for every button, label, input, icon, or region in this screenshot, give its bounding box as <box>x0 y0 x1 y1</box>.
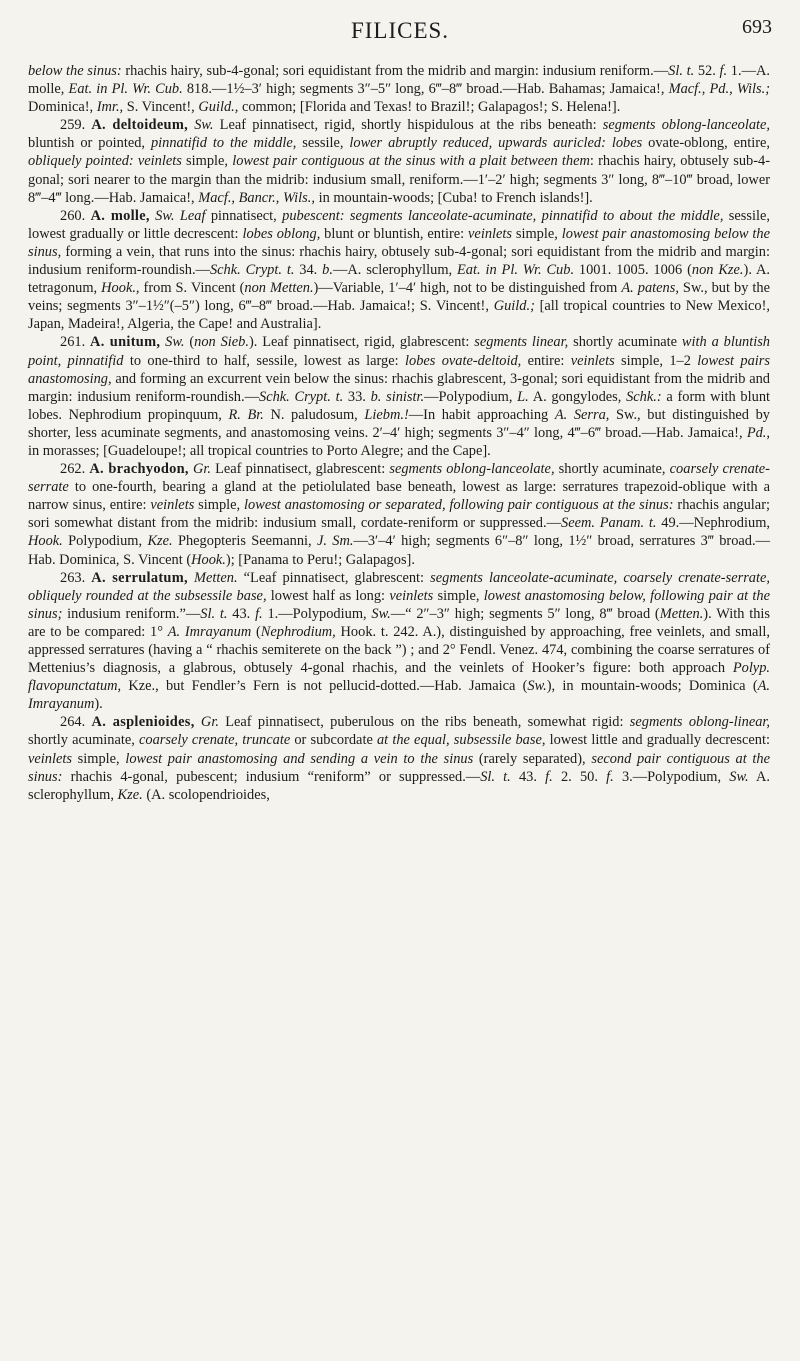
italic-run: Hook. <box>191 551 226 568</box>
italic-run: Gr. <box>192 461 211 478</box>
italic-run: veinlets <box>28 750 72 767</box>
text-run: ). With this are to be compared: 1° <box>28 605 771 640</box>
text-run: Kze., but Fendler’s Fern is not pellucid-dotted.—Hab. Jamaica ( <box>121 678 528 695</box>
text-run: Hook. t. 242. A.), distinguished by approaching, free veinlets, and small, appressed serratures (having a “ rhachis semiterete on the back ”) ; and 2° Fendl. Venez. 474, combining the coarse serratures of Mettenius’s diagnosis, a glabrous, obtusely 4-gonal rhachis, and the veinlets of Hooker’s figure: both approach <box>28 623 771 677</box>
italic-run: f. <box>545 768 553 785</box>
text-run: rhachis hairy, sub-4-gonal; sori equidistant from the midrib and margin: indusium reniform.— <box>121 63 669 79</box>
species-name: A. deltoideum, <box>91 117 189 134</box>
italic-run: Sw. <box>729 768 749 785</box>
species-name: A. brachyodon, <box>89 461 189 478</box>
italic-run: lower abruptly reduced, upwards auricled: lobes <box>349 135 643 152</box>
text-run: 818.—1½–3′ high; segments 3″–5″ long, 6‴–8‴ broad.—Hab. Bahamas; Jamaica!, <box>182 81 669 98</box>
text-run: A. sclerophyllum, <box>28 768 770 803</box>
text-run: : rhachis hairy, obtusely sub-4-gonal; sori nearer to the margin than the midrib: indusium small, reniform.—1′–2′ high; segments 3″ long, 8‴–10‴ broad, lower 8‴–4‴ long.—Hab. Jamaica!, <box>28 153 770 206</box>
text-run: simple, <box>181 153 233 170</box>
text-run: sessile, <box>296 135 350 152</box>
text-run: 259. <box>60 117 92 134</box>
italic-run: Polyp. flavopunctatum, <box>28 660 770 695</box>
text-run: Sw., but distinguished by shorter, less acuminate segments, and anastomosing veins. 2′–4′ high; segments 3″–4″ long, 4‴–6‴ broad.—Hab. Jamaica!, <box>28 406 770 441</box>
italic-run: Imr., <box>96 99 124 116</box>
italic-run: lowest pair anastomosing below the sinus, <box>28 225 770 260</box>
text-run: simple, 1–2 <box>614 352 698 369</box>
italic-run: segments oblong-lanceolate, <box>602 117 770 134</box>
text-run: 33. <box>343 388 371 405</box>
text-run: sessile, lowest gradually or little decrescent: <box>28 207 770 242</box>
text-run: ovate-oblong, entire, <box>642 135 770 152</box>
text-run: rhachis 4-gonal, pubescent; indusium “reniform” or suppressed.— <box>62 768 481 785</box>
italic-run: lowest pair anastomosing and sending a vein to the sinus <box>125 750 474 767</box>
italic-run: Eat. in Pl. Wr. Cub. <box>457 262 575 279</box>
page-number: 693 <box>742 16 772 38</box>
text-run: 262. <box>60 461 90 478</box>
text-run: in mountain-woods; [Cuba! to French islands!]. <box>314 189 593 206</box>
text-run: —3′–4′ high; segments 6″–8″ long, 1½″ broad, serratures 3‴ broad.—Hab. Dominica, S. Vincent ( <box>28 533 770 568</box>
italic-run: f. <box>255 605 263 622</box>
italic-run: segments linear, <box>474 334 569 351</box>
italic-run: lowest anastomosing below, following pair at the sinus; <box>28 587 770 622</box>
italic-run: Schk. Crypt. t. <box>209 262 295 279</box>
text-run: 43. <box>510 768 546 785</box>
text-run: or subcordate <box>290 732 377 749</box>
text-run: ); [Panama to Peru!; Galapagos]. <box>225 551 415 568</box>
italic-run: lowest pair contiguous at the sinus with a plait between them <box>232 153 590 170</box>
text-run: ( <box>184 334 195 351</box>
italic-run: veinlets <box>389 587 434 604</box>
italic-run: pinnatifid to the middle, <box>150 135 297 152</box>
text-run: ), in mountain-woods; Dominica ( <box>546 678 758 695</box>
italic-run: Pd., <box>746 424 770 441</box>
text-run: blunt or bluntish, entire: <box>320 225 469 242</box>
text-run: from S. Vincent ( <box>139 280 245 297</box>
species-name: A. unitum, <box>90 334 161 351</box>
text-run: rhachis angular; sori somewhat distant from the midrib: indusium small, cordate-reniform or suppressed.— <box>28 497 770 532</box>
text-run: 49.—Nephrodium, <box>656 515 770 532</box>
text-run: A. gongylodes, <box>528 388 627 405</box>
text-run: 260. <box>60 207 91 224</box>
text-run: —In habit approaching <box>408 406 555 423</box>
italic-run: Kze. <box>147 533 173 550</box>
text-run: Leaf pinnatisect, puberulous on the ribs beneath, somewhat rigid: <box>218 714 630 731</box>
text-run: simple, <box>71 750 126 767</box>
entry-259-deltoideum <box>28 116 770 206</box>
text-run: 34. <box>294 262 323 279</box>
text-run: and forming an excurrent vein below the sinus: rhachis glabrescent, 3-gonal; sori equidistant from the midrib and margin: indusium reniform-roundish.— <box>28 370 770 405</box>
text-run: simple, <box>194 497 245 514</box>
italic-run: Sw. <box>194 117 214 134</box>
text-run: lowest half as long: <box>266 587 390 604</box>
italic-run: A. Imrayanum <box>167 623 252 640</box>
text-run: ( <box>251 623 261 640</box>
text-run: ). A. tetragonum, <box>28 262 770 297</box>
italic-run: at the equal, subsessile base, <box>376 732 546 749</box>
italic-run: veinlets <box>570 352 615 369</box>
text-run: ). <box>94 696 103 713</box>
text-run: to one-third to half, sessile, lowest as large: <box>123 352 405 369</box>
italic-run: coarsely crenate, truncate <box>139 732 291 749</box>
italic-run: Guild., <box>198 99 239 116</box>
paragraph-continuation <box>28 62 770 116</box>
text-run: 43. <box>227 605 256 622</box>
text-run: to one-fourth, bearing a gland at the petiolulated base beneath, lowest as large: serratures trapezoid-oblique with a narrow sinus, entire: <box>28 479 770 514</box>
page-header <box>0 10 800 46</box>
italic-run: Leaf <box>179 207 206 224</box>
italic-run: A. Imrayanum <box>28 678 770 713</box>
italic-run: Metten. <box>659 605 704 622</box>
italic-run: second pair contiguous at the sinus: <box>28 750 771 785</box>
italic-run: pubescent: segments lanceolate-acuminate, pinnatifid to about the middle, <box>282 207 724 224</box>
italic-run: Sw. <box>527 678 547 695</box>
species-name: A. serrulatum, <box>91 569 188 586</box>
text-run: S. Vincent!, <box>123 99 199 116</box>
italic-run: veinlets <box>150 497 195 514</box>
italic-run: L. <box>517 388 529 405</box>
text-run: N. paludosum, <box>263 406 365 423</box>
italic-run: Guild.; <box>493 298 535 315</box>
italic-run: below the sinus: <box>28 63 122 79</box>
italic-run: non Metten. <box>244 280 314 297</box>
italic-run: A. Serra, <box>554 406 610 423</box>
italic-run: f. <box>719 63 728 79</box>
italic-run: Sl. t. <box>668 63 695 79</box>
text-run: 3.—Polypodium, <box>613 768 730 785</box>
italic-run: b. sinistr. <box>370 388 425 405</box>
italic-run: segments oblong-lanceolate, <box>389 461 555 478</box>
text-run: )—Variable, 1′–4′ high, not to be distinguished from <box>313 280 622 297</box>
text-run: simple, <box>433 587 484 604</box>
italic-run: segments oblong-linear, <box>629 714 770 731</box>
italic-run: coarsely crenate-serrate <box>28 461 770 496</box>
italic-run: f. <box>606 768 614 785</box>
italic-run: Metten. <box>194 569 238 586</box>
text-run: 1001. 1005. 1006 ( <box>574 262 692 279</box>
text-run: common; [Florida and Texas! to Brazil!; Galapagos!; S. Helena!]. <box>238 99 621 116</box>
text-run: 52. <box>694 63 720 79</box>
text-run: a form with blunt lobes. Nephrodium propinquum, <box>28 388 771 423</box>
text-run: shortly acuminate, <box>28 732 139 749</box>
italic-run: Sl. t. <box>480 768 511 785</box>
text-run: Leaf pinnatisect, glabrescent: <box>210 461 390 478</box>
italic-run: lowest pairs anastomosing, <box>28 352 770 387</box>
italic-run: non Sieb. <box>194 334 249 351</box>
text-run: “Leaf pinnatisect, glabrescent: <box>237 569 431 586</box>
italic-run: Hook. <box>28 533 63 550</box>
italic-run: Sl. t. <box>200 605 228 622</box>
text-run: Phegopteris Seemanni, <box>172 533 317 550</box>
italic-run: Macf., Pd., Wils.; <box>668 81 771 98</box>
entry-262-brachyodon <box>28 460 770 569</box>
italic-run: obliquely pointed: veinlets <box>28 153 182 170</box>
entry-261-unitum <box>28 333 770 460</box>
italic-run: lowest anastomosing or separated, following pair contiguous at the sinus: <box>244 497 674 514</box>
italic-run: Hook., <box>101 280 140 297</box>
italic-run: lobes oblong, <box>242 225 321 242</box>
entry-264-asplenioides <box>28 713 770 803</box>
running-head: FILICES. <box>350 18 450 43</box>
text-run: forming a vein, that runs into the sinus: rhachis hairy, obtusely sub-4-gonal; sori equidistant from the midrib and margin: indusium reniform-roundish.— <box>28 243 770 279</box>
italic-run: with a bluntish point, pinnatifid <box>28 334 770 369</box>
text-run: —Polypodium, <box>424 388 518 405</box>
text-run: pinnatisect, <box>205 207 283 224</box>
species-name: A. asplenioides, <box>91 714 195 731</box>
italic-run: J. Sm. <box>316 533 354 550</box>
italic-run: Gr. <box>200 714 219 731</box>
italic-run: segments lanceolate-acuminate, coarsely crenate-serrate, obliquely rounded at the subsessile base, <box>28 569 770 604</box>
text-run: in morasses; [Guadeloupe!; all tropical countries to Porto Alegre; and the Cape]. <box>28 442 491 459</box>
text-run: (rarely separated), <box>473 750 592 767</box>
text-run: 263. <box>60 569 92 586</box>
italic-run: Sw. <box>165 334 185 351</box>
text-run: lowest little and gradually decrescent: <box>545 732 770 749</box>
italic-run: Liebm.! <box>364 406 409 423</box>
species-name: A. molle, <box>90 207 150 224</box>
text-run: 1.—Polypodium, <box>262 605 372 622</box>
text-run: Dominica!, <box>28 99 97 116</box>
text-run: indusium reniform.”— <box>62 605 201 622</box>
italic-run: Kze. <box>117 786 143 803</box>
body-text <box>28 62 770 804</box>
text-run: entire: <box>521 352 571 369</box>
text-run: —A. sclerophyllum, <box>332 262 458 279</box>
text-run: Leaf pinnatisect, rigid, shortly hispidulous at the ribs beneath: <box>213 117 603 134</box>
italic-run: Schk. Crypt. t. <box>259 388 344 405</box>
text-run: (A. scolopendrioides, <box>142 786 270 803</box>
italic-run: lobes ovate-deltoid, <box>405 352 522 369</box>
italic-run: veinlets <box>468 225 512 242</box>
italic-run: R. Br. <box>228 406 264 423</box>
italic-run: A. patens, <box>621 280 679 297</box>
italic-run: Seem. Panam. t. <box>561 515 657 532</box>
text-run: simple, <box>512 225 562 242</box>
italic-run: Macf., Bancr., Wils., <box>198 189 315 206</box>
entry-260-molle <box>28 207 770 334</box>
text-run: shortly acuminate <box>568 334 682 351</box>
italic-run: b. <box>322 262 333 279</box>
text-run: Sw., but by the veins; segments 3″–1½″(–5″) long, 6‴–8‴ broad.—Hab. Jamaica!; S. Vincent!, <box>28 280 770 315</box>
text-run: shortly acuminate, <box>554 461 670 478</box>
italic-run: Sw. <box>371 605 391 622</box>
text-run: 261. <box>60 334 91 351</box>
entry-263-serrulatum <box>28 569 770 714</box>
text-run: [all tropical countries to New Mexico!, Japan, Madeira!, Algeria, the Cape! and Australia]. <box>28 298 770 333</box>
italic-run: non Kze. <box>691 262 744 279</box>
text-run: bluntish or pointed, <box>28 135 151 152</box>
italic-run: Schk.: <box>626 388 662 405</box>
text-run: —“ 2″–3″ high; segments 5″ long, 8‴ broad ( <box>390 605 660 622</box>
text-run: 264. <box>60 714 92 731</box>
italic-run: Eat. in Pl. Wr. Cub. <box>68 81 183 98</box>
text-run: 2. 50. <box>552 768 607 785</box>
italic-run: Sw. <box>155 207 175 224</box>
text-run: Polypodium, <box>62 533 148 550</box>
text-run: ). Leaf pinnatisect, rigid, glabrescent: <box>248 334 475 351</box>
italic-run: Nephrodium, <box>260 623 336 640</box>
text-run: 1.—A. molle, <box>28 63 770 98</box>
